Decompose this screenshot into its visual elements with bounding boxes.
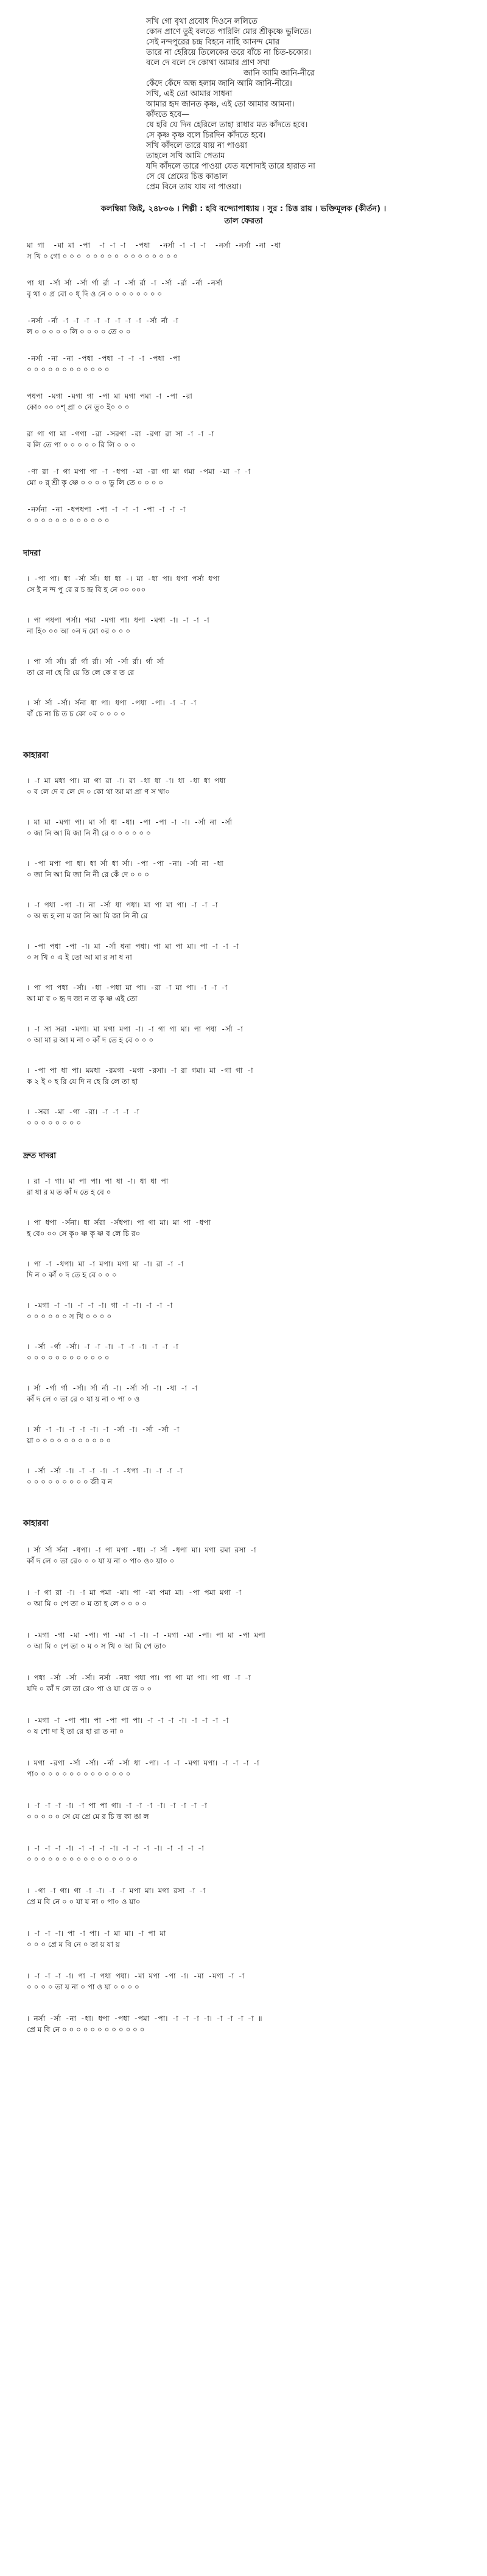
notation-swara-row: । পধা -র্সা -র্সা -র্সা। নর্সা -নধা পধা পা। পা গা মা পা। পা গা -া -া [27, 1674, 251, 1682]
poem-line: তারে না হেরিয়ে তিলেকের তরে বাঁচে না চিত-চকোর। [146, 48, 312, 57]
notation-swara-row: মা গা -মা মা -পা -া -া -া -পধা -নর্সা -া -া -া -নর্সা -নর্সা -না -ধা [27, 241, 281, 250]
notation-swara-row: । র্সা -র্গা র্গা -র্সা। র্সা র্না -া। -র্সা র্সা -া। -ধা -া -া [27, 1384, 198, 1392]
notation-lyric-row: ০ ০ ০ ০ ০ ০ ০ ০ ০ ০ ০ ০ [27, 365, 110, 374]
notation-swara-row: । পা পধপা পর্সা। পমা -মগা পা। ধপা -মগা -া। -া -া -া [27, 616, 209, 624]
notation-swara-row: । -মগা -া -া। -া -া -া। গা -া -া। -া -া -া [27, 1301, 173, 1310]
notation-lyric-row: হ বে০ ০০ সে কৃ০ ষ্ণ কৃ ষ্ণ ব লে চি র০ [27, 1229, 141, 1238]
poem-line: কাঁদতে হবে— [146, 110, 190, 119]
notation-lyric-row: কাঁ দ লে ০ তা রে০ ০ ০ যা য় না ০ পা০ ও০ য়া০ ০ [27, 1557, 175, 1565]
notation-lyric-row: ০ ০ ০ ০ ০ ০ স খি ০ ০ ০ ০ [27, 1312, 112, 1321]
notation-swara-row: । রা -া গা। মা পা পা। পা ধা -া। ধা ধা পা [27, 1177, 169, 1185]
notation-lyric-row: ব লি তে পা ০ ০ ০ ০ ০ রি লি ০ ০ ০ [27, 441, 136, 449]
notation-lyric-row: ল ০ ০ ০ ০ ০ লি ০ ০ ০ ০ তে ০ ০ [27, 327, 131, 336]
poem-line: সেই নন্দপুরের চন্দ্র বিহনে নাহি আনন্দ মোর [146, 38, 280, 47]
notation-swara-row: -ণা রা -া গা মপা পা -া -ধপা -মা -রা গা মা গমা -পমা -মা -া -া [27, 467, 251, 476]
notation-lyric-row: বৃ থা ০ প্র বো ০ ধ্ দি ও নে ০ ০ ০ ০ ০ ০ ০ ০ [27, 290, 163, 298]
notation-lyric-row: ০ ০ ০ প্রে ম বি নে ০ তা য় যা য় [27, 1940, 120, 1949]
notation-swara-row: । -মগা -া -পা পা। পা -পা পা পা। -া -া -া -া। -া -া -া -া [27, 1716, 229, 1725]
section-heading-drut-dadra: দ্রুত দাদরা [23, 1151, 57, 1161]
notation-lyric-row: তা রে না হে রি য়ে তি লে কে র ত রে [27, 668, 135, 677]
notation-lyric-row: ০ ০ ০ ০ ০ ০ ০ ০ [27, 1119, 82, 1127]
poem-line: কোন প্রাণে তুই বলতে পারিলি মোর শ্রীকৃষ্ণে ভুলিতে। [146, 27, 312, 37]
song-info-header: কলম্বিয়া জিই, ২৪৮০৬ । শিল্পী : হবি বন্দ্যোপাধ্যায় । সুর : চিত্ত রায় । ভক্তিমূলক (কীর্তন) । [100, 204, 387, 214]
notation-swara-row: । র্সা র্সা র্সনা -ধপা। -া পা মপা -ধা। -া র্সা -ধপা মা। মগা রমা রসা -া [27, 1546, 256, 1554]
notation-swara-row: । -া গা রা -া। -া মা পমা -মা। পা -মা পমা মা। -পা পমা মগা -া [27, 1588, 242, 1597]
notation-swara-row: । -া -া -া। পা -া পা। -া মা মা। -া পা মা [27, 1929, 166, 1938]
notation-lyric-row: দি ন ০ কাঁ ০ দ তে হ বে ০ ০ ০ [27, 1271, 117, 1279]
poem-line: সখি, এই তো আমার সাধনা [146, 89, 233, 99]
notation-lyric-row: ০ ০ ০ ০ ০ ০ ০ ০ ০ ০ ০ ০ [27, 516, 110, 525]
notation-lyric-row: পা০ ০ ০ ০ ০ ০ ০ ০ ০ ০ ০ ০ ০ ০ [27, 1770, 131, 1778]
notation-swara-row: । -র্সা -র্সা -া। -া -া -া। -া -ধপা -া। -া -া -া [27, 1467, 183, 1475]
notation-lyric-row: ০ ০ ০ ০ তা য় না ০ পা ও য়া ০ ০ ০ ০ [27, 1983, 139, 1991]
notation-swara-row: রা গা গা মা -গগা -রা -সরগা -রা -রগা রা সা -া -া -া [27, 430, 214, 438]
notation-swara-row: । -পা পধা -পা -া। মা -র্সা ধনা পধা। পা মা পা মা। পা -া -া -া [27, 942, 239, 951]
notation-lyric-row: সে ই ন ন্দ পু রে র চ ন্দ্র বি হ নে ০০ ০০০ [27, 585, 146, 594]
poem-line: যে হরি যে দিন হেরিলে তাহা রাধার মত কাঁদতে হবে। [146, 120, 308, 130]
section-heading-kaharba: কাহারবা [23, 751, 49, 760]
notation-swara-row: । নর্সা -র্সা -না -ধা। ধপা -পধা -পমা -পা। -া -া -া -া। -া -া -া -া ॥ [27, 2014, 262, 2023]
notation-lyric-row: ক ২ ই ০ হ রি যে দি ন হে রি লে তা হা [27, 1077, 138, 1086]
notation-swara-row: । -া সা সরা -মগা। মা মগা মপা -া। -া গা গা মা। পা পধা -র্সা -া [27, 1025, 243, 1033]
notation-swara-row: । মগা -রগা -র্সা -র্সা। -র্না -র্সা ধা -পা। -া -া -মগা মপা। -া -া -া -া [27, 1759, 259, 1767]
notation-lyric-row: রা ধা র ম ত কাঁ দ তে হ বে ০ [27, 1188, 111, 1196]
notation-lyric-row: যদি ০ কাঁ দ লে তা রে০ পা ও য়া যে ত ০ ০ [27, 1684, 152, 1693]
notation-lyric-row: য়া ০ ০ ০ ০ ০ ০ ০ ০ ০ ০ ০ [27, 1436, 111, 1445]
notation-swara-row: পা ধা -র্সা র্সা -র্সা র্গা র্রা -া -র্সা র্রা -া -র্সা -র্রা -র্না -নর্সা [27, 279, 223, 287]
notation-swara-row: পধপা -মগা -মগা গা -পা মা মগা পমা -া -পা -রা [27, 392, 192, 400]
notation-lyric-row: কো০ ০০ ০শ্ প্রা ০ নে তু০ ই০ ০ ০ [27, 403, 130, 411]
notation-lyric-row: মো ০ র্ শ্রী কৃ ষ্ণে ০ ০ ০ ০ ভু লি তে ০ ০ ০ ০ [27, 478, 164, 487]
notation-swara-row: । -পা পা। ধা -র্সা র্সা। ধা ধা -। মা -ধা পা। ধপা পর্সা ধপা [27, 574, 220, 583]
notation-lyric-row: প্রে ম বি নে ০ ০ ০ ০ ০ ০ ০ ০ ০ ০ ০ ০ [27, 2025, 145, 2034]
notation-swara-row: -নর্সনা -না -ধপধপা -পা -া -া -া -পা -া -া -া [27, 505, 186, 514]
notation-swara-row: । -সরা -মা -গা -রা। -া -া -া -া [27, 1108, 139, 1116]
notation-lyric-row: ০ ০ ০ ০ ০ ০ ০ ০ ০ ০ ০ ০ [27, 1353, 110, 1362]
notation-swara-row: । পা -া -ধপা। মা -া মপা। মগা মা -া। রা -া -া [27, 1260, 184, 1268]
notation-lyric-row: না হি০ ০০ আ ০ন দ মো ০র ০ ০ ০ [27, 627, 131, 635]
notation-swara-row: । -গা -া গা। গা -া -া। -া -া মপা মা। মগা রসা -া -া [27, 1887, 206, 1895]
poem-line: আমার হৃদ জানত কৃষ্ণ, এই তো আমার আমনা। [146, 100, 295, 109]
notation-swara-row: -নর্সা -না -না -পধা -পধা -া -া -া -পধা -পা [27, 354, 180, 363]
poem-line: বলে দে বলে দে কোথা আমার প্রাণ সখা [146, 58, 270, 68]
notation-swara-row: । -া -া -া -া। -া -া -া -া। -া -া -া -া। -া -া -া -া [27, 1844, 204, 1852]
notation-lyric-row: ০ আ মি ০ পে তা ০ ম ০ স খি ০ আ মি পে তা০ [27, 1642, 167, 1650]
notation-swara-row: -নর্সা -র্না -া -া -া -া -া -া -া -া -র্সা র্না -া [27, 316, 178, 325]
notation-swara-row: । -া -া -া -া। পা -া পধা পধা। -মা মপা -পা -া। -মা -মগা -া -া [27, 1972, 245, 1980]
notation-swara-row: । র্সা র্সা -র্সা। র্সনা ধা পা। ধপা -পধা -পা। -া -া -া [27, 699, 197, 707]
section-heading-dadra: দাদরা [23, 549, 41, 558]
poem-line: সে কৃষ্ণ কৃষ্ণ বলে চিরদিন কাঁদতে হবে। [146, 131, 266, 140]
poem-line: কেঁদে কেঁদে অন্ধ হলাম জানি আমি জানি-নীরে। [146, 79, 292, 88]
notation-lyric-row: ০ ০ ০ ০ ০ ০ ০ ০ ০ ০ ০ ০ ০ ০ ০ ০ [27, 1855, 138, 1863]
notation-swara-row: । -পা মপা পা ধা। ধা র্সা ধা র্সা। -পা -পা -না। -র্সা না -ধা [27, 859, 223, 868]
notation-lyric-row: ০ য শো দা ই তা রে হা রা ত না ০ [27, 1727, 124, 1736]
notation-lyric-row: স খি ০ গো ০ ০ ০ ০ ০ ০ ০ ০ ০ ০ ০ ০ ০ ০ ০ ০ [27, 252, 178, 260]
notation-lyric-row: ০ জা নি আ মি জা নি নী রে ০ ০ ০ ০ ০ ০ [27, 829, 151, 837]
poem-line: জানি আমি জানি-নীরে [244, 69, 315, 78]
notation-swara-row: । -া -া -া -া। -া পা পা গা। -া -া -া -া। -া -া -া -া [27, 1801, 207, 1810]
notation-lyric-row: ০ ০ ০ ০ ০ ০ ০ ০ ০ জী ব ন [27, 1478, 113, 1486]
notation-lyric-row: প্রে ম বি নে ০ ০ যা য় না ০ পা০ ও য়া০ [27, 1897, 141, 1906]
tala-heading: তাল ফেরতা [224, 217, 263, 226]
notation-lyric-row: ০ আ মি ০ পে তা ০ ম তা হ লে ০ ০ ০ ০ [27, 1599, 147, 1608]
notation-lyric-row: ০ ০ ০ ০ ০ সে যে প্রে মে র চি ত্ত কা ঙা ল [27, 1812, 149, 1821]
poem-line: যদি কাঁদলে তারে পাওয়া যেত যশোদাই তারে হারাত না [146, 162, 315, 171]
notation-lyric-row: ০ অ ন্ধ হ লা ম জা নি আ মি জা নি নী রে [27, 912, 148, 920]
notation-swara-row: । পা র্সা র্সা। র্রা র্গা র্রা। র্সা -র্সা র্রা। র্গা র্সা [27, 657, 164, 666]
notation-swara-row: । -া পধা -পা -া। না -র্সা ধা পধা। মা পা মা পা। -া -া -া [27, 901, 218, 909]
notation-lyric-row: বাঁ চে না চি ত চ কো ০র ০ ০ ০ ০ [27, 710, 125, 718]
notation-swara-row: । -পা পা ধা পা। মমধা -রমগা -মগা -রসা। -া রা গমা। মা -গা গা -া [27, 1066, 253, 1075]
notation-lyric-row: ০ আ মা র আ ম না ০ কাঁ দ তে হ বে ০ ০ ০ [27, 1036, 154, 1044]
notation-swara-row: । পা ধপা -র্সনা। ধা র্সরা -র্সধপা। পা গা মা। মা পা -ধপা [27, 1218, 211, 1227]
notation-lyric-row: ০ স খি ০ এ ই তো আ মা র সা ধ না [27, 953, 132, 962]
poem-line: তাহলে সখি আমি পেতাম [146, 152, 225, 161]
notation-lyric-row: আ মা র ০ হৃ দ জা ন ত কৃ ষ্ণ এই তো [27, 994, 138, 1003]
notation-lyric-row: ০ জা নি আ মি জা নি নী রে কেঁ দে ০ ০ ০ [27, 870, 150, 879]
notation-swara-row: । র্সা -া -া। -া -া -া। -া -র্সা -া। -র্সা -র্সা -া [27, 1425, 180, 1434]
poem-line: প্রেম বিনে তায় যায় না পাওয়া। [146, 183, 242, 192]
notation-swara-row: । -মগা -গা -মা -পা। পা -মা -া -া। -া -মগা -মা -পা। পা মা -পা মপা [27, 1631, 265, 1639]
poem-line: সে যে প্রেমের চিত্ত কাঙাল [146, 172, 228, 181]
notation-swara-row: । মা মা -মগা পা। মা র্সা ধা -ধা। -পা -পা -া -া। -র্সা না -র্সা [27, 818, 233, 826]
notation-swara-row: । -র্সা -র্গা -র্সা। -া -া -া। -া -া -া। -া -া -া [27, 1342, 178, 1351]
poem-line: সখি কাঁদলে তারে যায় না পাওয়া [146, 141, 248, 150]
notation-lyric-row: ০ ব লে দে ব লে দে ০ কো থা আ মা প্রা ণ স খা০ [27, 787, 170, 796]
notation-lyric-row: কাঁ দ লে ০ তা রে ০ যা য় না ০ পা ০ ও [27, 1395, 140, 1403]
notation-swara-row: । পা পা পধা -র্সা। -ধা -পধা মা পা। -রা -া মা পা। -া -া -া [27, 983, 228, 992]
notation-swara-row: । -া মা মধা পা। মা গা রা -া। রা -ধা ধা -া। ধা -ধা ধা পধা [27, 777, 226, 785]
section-heading-kaharba-2: কাহারবা [23, 1519, 49, 1528]
poem-line: সখি গো বৃথা প্রবোধ দিওনে ললিতে [146, 17, 258, 26]
